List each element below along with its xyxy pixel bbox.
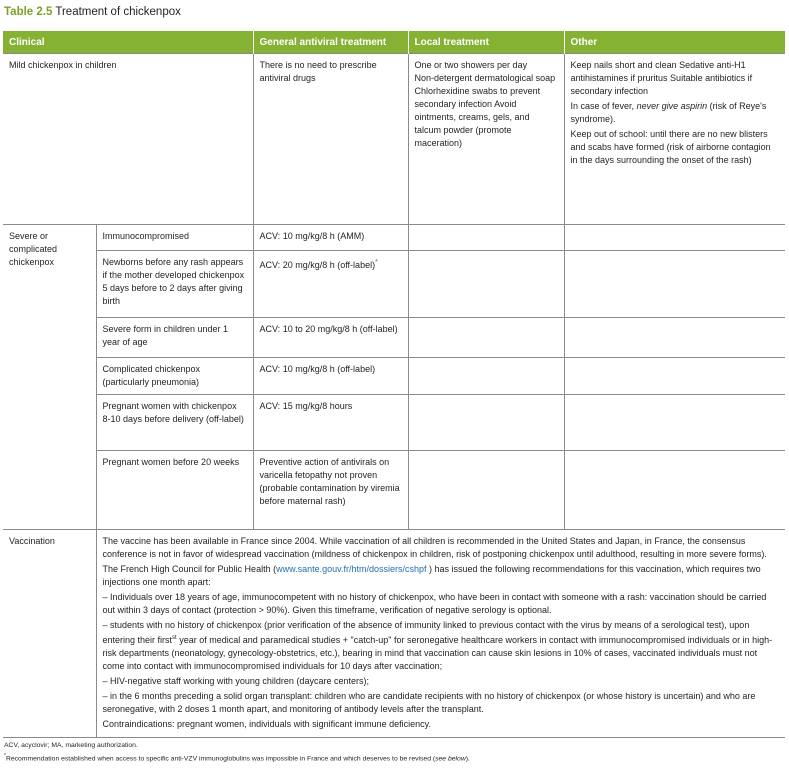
empty-cell [408, 251, 564, 318]
header-clinical: Clinical [3, 31, 253, 54]
empty-cell [564, 251, 785, 318]
mild-clinical: Mild chickenpox in children [3, 54, 253, 225]
empty-cell [564, 395, 785, 451]
footnote-abbrev: ACV, acyclovir; MA, marketing authorization. [4, 742, 138, 749]
footnote-recommendation [4, 751, 470, 764]
header-local: Local treatment [408, 31, 564, 54]
vaccination-para: The vaccine has been available in France since 2004. While vaccination of all children is recommended in the United States and Japan, in France, the consensus conference is not in favor of widespread vaccination (mildness of chickenpox in children, risk of postponing chickenpox until adulthood, resulting in more severe forms). [102, 536, 767, 559]
mild-local-line: Non-detergent dermatological soap [414, 73, 556, 83]
row-severe-2 [3, 251, 785, 318]
students-text: – students with no history of chickenpox (prior verification of the absence of immunity linked to previous contact with the virus by means of a serological test), upon entering their first [102, 620, 750, 645]
severe-condition: Newborns before any rash appears if the mother developed chickenpox 5 days before to 2 days after giving birth [96, 251, 253, 318]
row-severe-4 [3, 358, 785, 395]
vaccination-label: Vaccination [3, 530, 96, 738]
mild-other [564, 54, 785, 225]
severe-treatment: ACV: 15 mg/kg/8 hours [253, 395, 408, 451]
empty-cell [408, 451, 564, 530]
hcsp-text: The French High Council for Public Health ( [102, 564, 277, 574]
row-mild [3, 54, 785, 225]
row-severe-6 [3, 451, 785, 530]
vaccination-para: – HIV-negative staff working with young children (daycare centers); [102, 676, 369, 686]
footnote-see-below: see below [435, 755, 466, 763]
severe-treatment: ACV: 10 mg/kg/8 h (AMM) [253, 225, 408, 251]
severe-treatment-text: ACV: 20 mg/kg/8 h (off-label) [259, 260, 376, 270]
students-text-end: year of medical and paramedical studies + "catch-up" for seronegative healthcare workers in contact with immunocompromised individuals or in high-risk departments (neonatology, gynecology-obstetrics, etc.), bearing in mind that vaccination can cause skin lesions in 10% of cases, vaccinated individuals must not come into contact with immunocompromised individuals for 10 days after vaccination; [102, 635, 773, 671]
header-row [3, 31, 785, 54]
vaccination-para [103, 619, 780, 673]
table-number: Table 2.5 [4, 6, 53, 18]
severe-treatment: Preventive action of antivirals on varicella fetopathy not proven (probable contamination by viremia before maternal rash) [253, 451, 408, 530]
mild-other-line: Keep nails short and clean Sedative anti-H1 antihistamines if pruritus Suitable antibiotics if secondary infection [570, 60, 753, 96]
mild-local [408, 54, 564, 225]
vaccination-para: – Individuals over 18 years of age, immunocompetent with no history of chickenpox, who have been in contact with someone with a rash: vaccination should be carried out within 3 days of contact (protection > 90%). Given this timeframe, verification of negative serology is optional. [102, 592, 767, 615]
severe-condition: Pregnant women with chickenpox 8-10 days before delivery (off-label) [96, 395, 253, 451]
mild-other-fever [571, 100, 780, 126]
header-other: Other [564, 31, 785, 54]
vaccination-text [96, 530, 785, 738]
empty-cell [564, 318, 785, 358]
severe-treatment [253, 251, 408, 318]
empty-cell [564, 451, 785, 530]
row-severe-1 [3, 225, 785, 251]
treatment-table [3, 31, 785, 738]
row-severe-3 [3, 318, 785, 358]
table-title-text: Treatment of chickenpox [55, 6, 181, 18]
footnotes [4, 740, 470, 764]
footnote-rec-text: Recommendation established when access to specific anti-VZV immunoglobulins was impossible in France and which deserves to be revised ( [5, 755, 436, 763]
severe-treatment: ACV: 10 mg/kg/8 h (off-label) [253, 358, 408, 395]
aspirin-warning: never give aspirin [636, 101, 708, 111]
vaccination-para: – in the 6 months preceding a solid organ transplant: children who are candidate recipients with no history of chickenpox (or whose history is uncertain) and who are seronegative, with 2 doses 1 month apart, and monitoring of antibody levels after the transplant. [102, 691, 756, 714]
row-severe-5 [3, 395, 785, 451]
footnote-marker: * [375, 259, 378, 266]
footnote-star: * [4, 753, 6, 759]
empty-cell [564, 225, 785, 251]
severe-treatment: ACV: 10 to 20 mg/kg/8 h (off-label) [253, 318, 408, 358]
severe-condition: Severe form in children under 1 year of age [96, 318, 253, 358]
mild-antiviral: There is no need to prescribe antiviral drugs [253, 54, 408, 225]
footnote-rec-end: ). [465, 755, 470, 763]
empty-cell [408, 358, 564, 395]
vaccination-para: Contraindications: pregnant women, individuals with significant immune deficiency. [102, 719, 431, 729]
hcsp-text-end: ) has issued the following recommendations for this vaccination, which requires two injections one month apart: [102, 564, 761, 587]
empty-cell [564, 358, 785, 395]
mild-local-line: One or two showers per day [414, 60, 528, 70]
vaccination-para [103, 563, 780, 589]
empty-cell [408, 225, 564, 251]
severe-label: Severe or complicated chickenpox [3, 225, 96, 530]
empty-cell [408, 318, 564, 358]
reye-text: (risk of Reye's syndrome). [570, 101, 767, 124]
mild-local-line: Chlorhexidine swabs to prevent secondary infection Avoid ointments, creams, gels, and talcum powder (promote maceration) [414, 86, 541, 148]
severe-condition: Pregnant women before 20 weeks [96, 451, 253, 530]
header-antiviral: General antiviral treatment [253, 31, 408, 54]
hcsp-link[interactable]: www.sante.gouv.fr/htm/dossiers/cshpf [276, 564, 427, 574]
severe-condition: Immunocompromised [96, 225, 253, 251]
severe-condition: Complicated chickenpox (particularly pneumonia) [96, 358, 253, 395]
fever-text: In case of fever, [570, 101, 637, 111]
row-vaccination [3, 530, 785, 738]
empty-cell [408, 395, 564, 451]
ordinal-sup: st [172, 635, 177, 641]
mild-other-line: Keep out of school: until there are no new blisters and scabs have formed (risk of airborne contagion in the days surrounding the onset of the rash) [570, 129, 771, 165]
table-title [4, 6, 181, 18]
